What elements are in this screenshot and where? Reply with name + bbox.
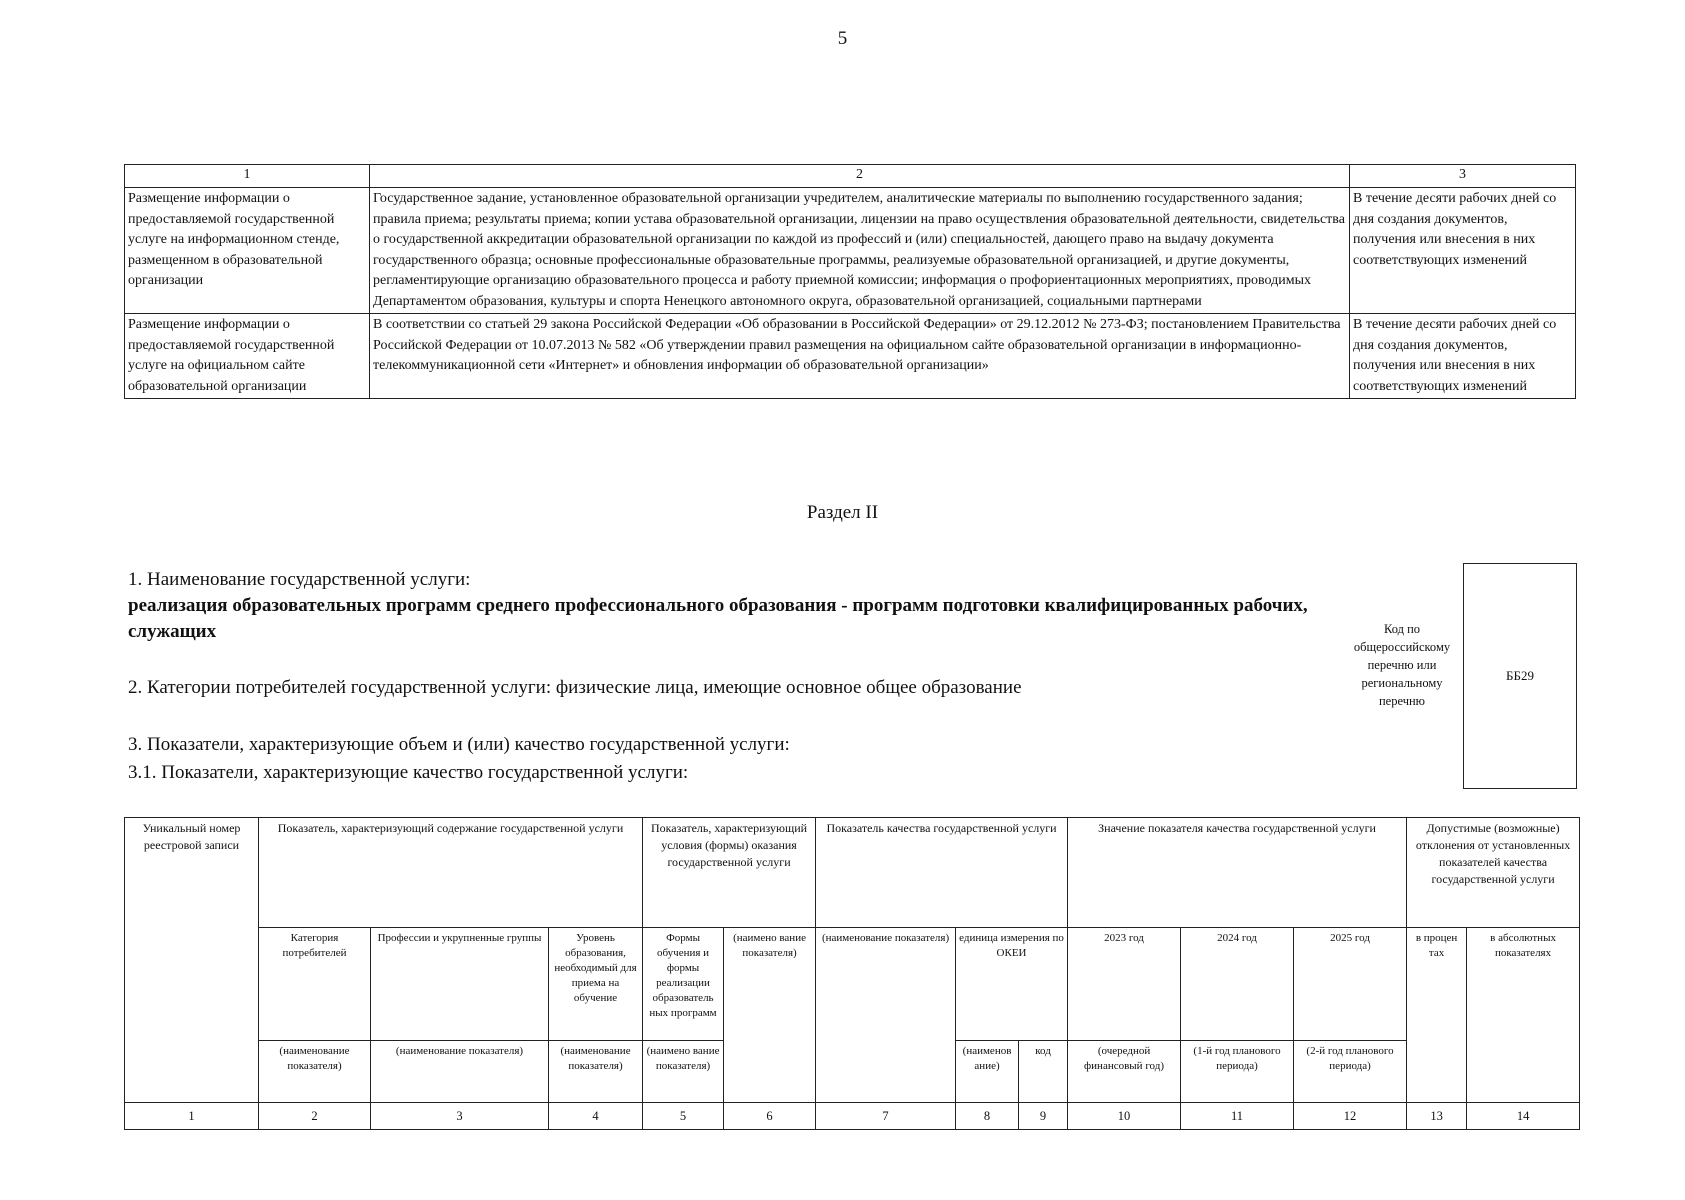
quality-indicators-table bbox=[124, 817, 1580, 1130]
column-number: 14 bbox=[1467, 1103, 1580, 1130]
header-cell: 2 bbox=[370, 165, 1350, 188]
subheader-name-2: (наименование показателя) bbox=[259, 1041, 371, 1103]
column-number: 2 bbox=[259, 1103, 371, 1130]
frequency-cell: В течение десяти рабочих дней со дня создания документов, получения или внесения в них соответствующих изменений bbox=[1350, 314, 1576, 399]
column-number: 4 bbox=[549, 1103, 643, 1130]
code-label: Код по общероссийскому перечню или региональному перечню bbox=[1353, 622, 1451, 708]
subheader-unit-code: код bbox=[1019, 1041, 1068, 1103]
column-number: 8 bbox=[956, 1103, 1019, 1130]
method-cell: Размещение информации о предоставляемой государственной услуге на информационном стенде, размещенном в образовательной организации bbox=[125, 188, 370, 314]
code-value: ББ29 bbox=[1506, 668, 1534, 683]
subheader-name-5: (наимено вание показателя) bbox=[643, 1041, 724, 1103]
subheader-plan-year-1: (1-й год планового периода) bbox=[1181, 1041, 1294, 1103]
subheader-name-6: (наимено вание показателя) bbox=[724, 928, 816, 1103]
header-quality-indicator: Показатель качества государственной услуги bbox=[816, 818, 1068, 928]
column-number-row bbox=[125, 1103, 1580, 1130]
subheader-unit: единица измерения по ОКЕИ bbox=[956, 928, 1068, 1041]
subheader-year-2024: 2024 год bbox=[1181, 928, 1294, 1041]
code-box bbox=[1463, 563, 1577, 789]
subheader-absolute: в абсолютных показателях bbox=[1467, 928, 1580, 1103]
service-name: реализация образовательных программ среднего профессионального образования - программ подготовки квалифицированных рабочих, служащих bbox=[128, 595, 1308, 642]
table-row bbox=[125, 314, 1576, 399]
column-number: 11 bbox=[1181, 1103, 1294, 1130]
subheader-year-2025: 2025 год bbox=[1294, 928, 1407, 1041]
information-table bbox=[124, 164, 1576, 399]
subheader-forms: Формы обучения и формы реализации образователь ных программ bbox=[643, 928, 724, 1041]
subheader-name-3: (наименование показателя) bbox=[371, 1041, 549, 1103]
column-number: 5 bbox=[643, 1103, 724, 1130]
item-3-1-quality: 3.1. Показатели, характеризующие качество государственной услуги: bbox=[128, 762, 689, 783]
header-conditions-indicator: Показатель, характеризующий условия (формы) оказания государственной услуги bbox=[643, 818, 816, 928]
page-number: 5 bbox=[837, 28, 848, 49]
table-subheader-row bbox=[125, 928, 1580, 1041]
column-number: 6 bbox=[724, 1103, 816, 1130]
subheader-level: Уровень образования, необходимый для приема на обучение bbox=[549, 928, 643, 1041]
header-cell: 3 bbox=[1350, 165, 1576, 188]
column-number: 10 bbox=[1068, 1103, 1181, 1130]
column-number: 3 bbox=[371, 1103, 549, 1130]
subheader-financial-year: (очередной финансовый год) bbox=[1068, 1041, 1181, 1103]
method-cell: Размещение информации о предоставляемой государственной услуге на официальном сайте образовательной организации bbox=[125, 314, 370, 399]
subheader-percent: в процен тах bbox=[1407, 928, 1467, 1103]
subheader-name-7: (наименование показателя) bbox=[816, 928, 956, 1103]
content-cell: В соответствии со статьей 29 закона Российской Федерации «Об образовании в Российской Федерации» от 29.12.2012 № 273-ФЗ; постановлением Правительства Российской Федерации от 10.07.2013 № 582 «Об утверждении правил размещения на официальном сайте образовательной организации в информационно-телекоммуникационной сети «Интернет» и обновления информации об образовательной организации» bbox=[370, 314, 1350, 399]
column-number: 9 bbox=[1019, 1103, 1068, 1130]
column-number: 1 bbox=[125, 1103, 259, 1130]
item-1-label: 1. Наименование государственной услуги: bbox=[128, 569, 471, 590]
table-row bbox=[125, 188, 1576, 314]
column-number: 12 bbox=[1294, 1103, 1407, 1130]
subheader-plan-year-2: (2-й год планового периода) bbox=[1294, 1041, 1407, 1103]
subheader-name-4: (наименование показателя) bbox=[549, 1041, 643, 1103]
content-cell: Государственное задание, установленное образовательной организации учредителем, аналитические материалы по выполнению государственного задания; правила приема; результаты приема; копии устава образовательной организации, лицензии на право осуществления образовательной деятельности, свидетельства о государственной аккредитации образовательной организации по каждой из профессий и (или) специальностей, дающего право на выдачу документа государственного образца; основные профессиональные образовательные программы, реализуемые образовательной организацией, и другие документы, регламентирующие организацию образовательного процесса и работу приемной комиссии; информация о профориентационных мероприятиях, проводимых Департаментом образования, культуры и спорта Ненецкого автономного округа, образовательной организацией, социальными партнерами bbox=[370, 188, 1350, 314]
column-number: 7 bbox=[816, 1103, 956, 1130]
header-cell: 1 bbox=[125, 165, 370, 188]
header-quality-value: Значение показателя качества государственной услуги bbox=[1068, 818, 1407, 928]
subheader-professions: Профессии и укрупненные группы bbox=[371, 928, 549, 1041]
header-content-indicator: Показатель, характеризующий содержание государственной услуги bbox=[259, 818, 643, 928]
column-number: 13 bbox=[1407, 1103, 1467, 1130]
header-unique-number: Уникальный номер реестровой записи bbox=[125, 818, 259, 1103]
frequency-cell: В течение десяти рабочих дней со дня создания документов, получения или внесения в них соответствующих изменений bbox=[1350, 188, 1576, 314]
section-title: Раздел II bbox=[806, 502, 879, 523]
item-2-consumers: 2. Категории потребителей государственной услуги: физические лица, имеющие основное общее образование bbox=[128, 677, 1022, 698]
subheader-unit-name: (наименов ание) bbox=[956, 1041, 1019, 1103]
table-header-row bbox=[125, 818, 1580, 928]
header-deviation: Допустимые (возможные) отклонения от установленных показателей качества государственной услуги bbox=[1407, 818, 1580, 928]
table-header-row bbox=[125, 165, 1576, 188]
subheader-category: Категория потребителей bbox=[259, 928, 371, 1041]
item-3-indicators: 3. Показатели, характеризующие объем и (или) качество государственной услуги: bbox=[128, 734, 790, 755]
subheader-year-2023: 2023 год bbox=[1068, 928, 1181, 1041]
